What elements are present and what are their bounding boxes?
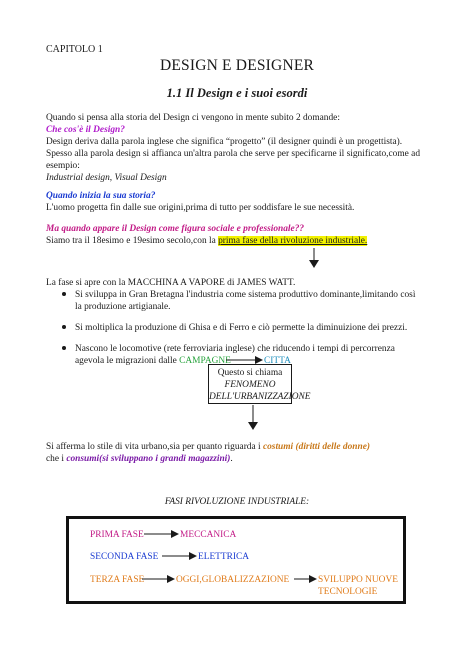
intro-line: Design deriva dalla parola inglese che significa “progetto” (il designer quindi è un progettista). — [46, 137, 403, 147]
intro-line: esempio: — [46, 161, 80, 171]
arrow-right-icon — [226, 356, 263, 364]
bullet-text: la produzione artigianale. — [75, 302, 171, 312]
section-subtitle: 1.1 Il Design e i suoi esordi — [166, 86, 308, 100]
highlighted-phrase: prima fase della rivoluzione industriale. — [218, 236, 368, 246]
bullet-text: Si sviluppa in Gran Bretagna l'industria come sistema produttivo dominante,limitando così — [75, 290, 416, 300]
answer-when: L'uomo progetta fin dalle sue origini,prima di tutto per soddisfare le sue necessità. — [46, 203, 355, 213]
arrow-down-icon — [309, 248, 319, 268]
phase-first-label: PRIMA FASE — [90, 530, 144, 540]
lifestyle-text: Si afferma lo stile di vita urbano,sia per quanto riguarda i — [46, 442, 263, 452]
bullet-text: Nascono le locomotive (rete ferroviaria inglese) che riducendo i tempi di percorrenza — [75, 344, 395, 354]
phase-third-value: OGGI,GLOBALIZZAZIONE — [176, 575, 290, 585]
question-social: Ma quando appare il Design come figura sociale e professionale?? — [46, 224, 305, 234]
phases-title: FASI RIVOLUZIONE INDUSTRIALE: — [164, 497, 310, 507]
phase-first-value: MECCANICA — [180, 530, 237, 540]
arrow-right-icon — [162, 552, 197, 560]
lifestyle-text: . — [230, 454, 233, 464]
phase-third-label: TERZA FASE — [90, 575, 145, 585]
intro-line: Industrial design, Visual Design — [46, 173, 167, 183]
question-what-is-design: Che cos'è il Design? — [46, 125, 125, 135]
urbanization-line: DELL'URBANIZZAZIONE — [209, 392, 311, 402]
chapter-label: CAPITOLO 1 — [46, 44, 103, 55]
arrow-down-icon — [248, 405, 258, 430]
arrow-right-icon — [294, 575, 317, 583]
intro-line: Quando si pensa alla storia del Design ci vengono in mente subito 2 domande: — [46, 113, 340, 123]
lifestyle-text: che i — [46, 454, 67, 464]
urbanization-line: FENOMENO — [224, 380, 276, 390]
page-title: DESIGN E DESIGNER — [159, 57, 315, 74]
arrow-right-icon — [144, 530, 179, 538]
phase-second-value: ELETTRICA — [198, 552, 250, 562]
migration-text: agevola le migrazioni dalle — [75, 356, 180, 366]
answer-social-text: Siamo tra il 18esimo e 19esimo secolo,con la — [46, 236, 219, 246]
steam-engine-line: La fase si apre con la MACCHINA A VAPORE di JAMES WATT. — [46, 278, 296, 288]
arrow-right-icon — [142, 575, 175, 583]
urbanization-line: Questo si chiama — [217, 368, 283, 378]
phase-third-extra: SVILUPPO NUOVE — [318, 575, 398, 585]
campagne-label: CAMPAGNE — [179, 356, 231, 366]
intro-line: Spesso alla parola design si affianca un'altra parola che serve per specificarne il significato,come ad — [46, 149, 421, 159]
citta-label: CITTA — [264, 356, 291, 366]
bullet-text: Si moltiplica la produzione di Ghisa e di Ferro e ciò permette la diminuizione dei prezzi. — [75, 323, 408, 333]
phase-third-extra: TECNOLOGIE — [318, 587, 378, 597]
consumi-text: consumi(si sviluppano i grandi magazzini) — [66, 454, 231, 464]
costumi-text: costumi (diritti delle donne) — [262, 442, 370, 452]
phase-second-label: SECONDA FASE — [90, 552, 159, 562]
question-when: Quando inizia la sua storia? — [46, 191, 156, 201]
